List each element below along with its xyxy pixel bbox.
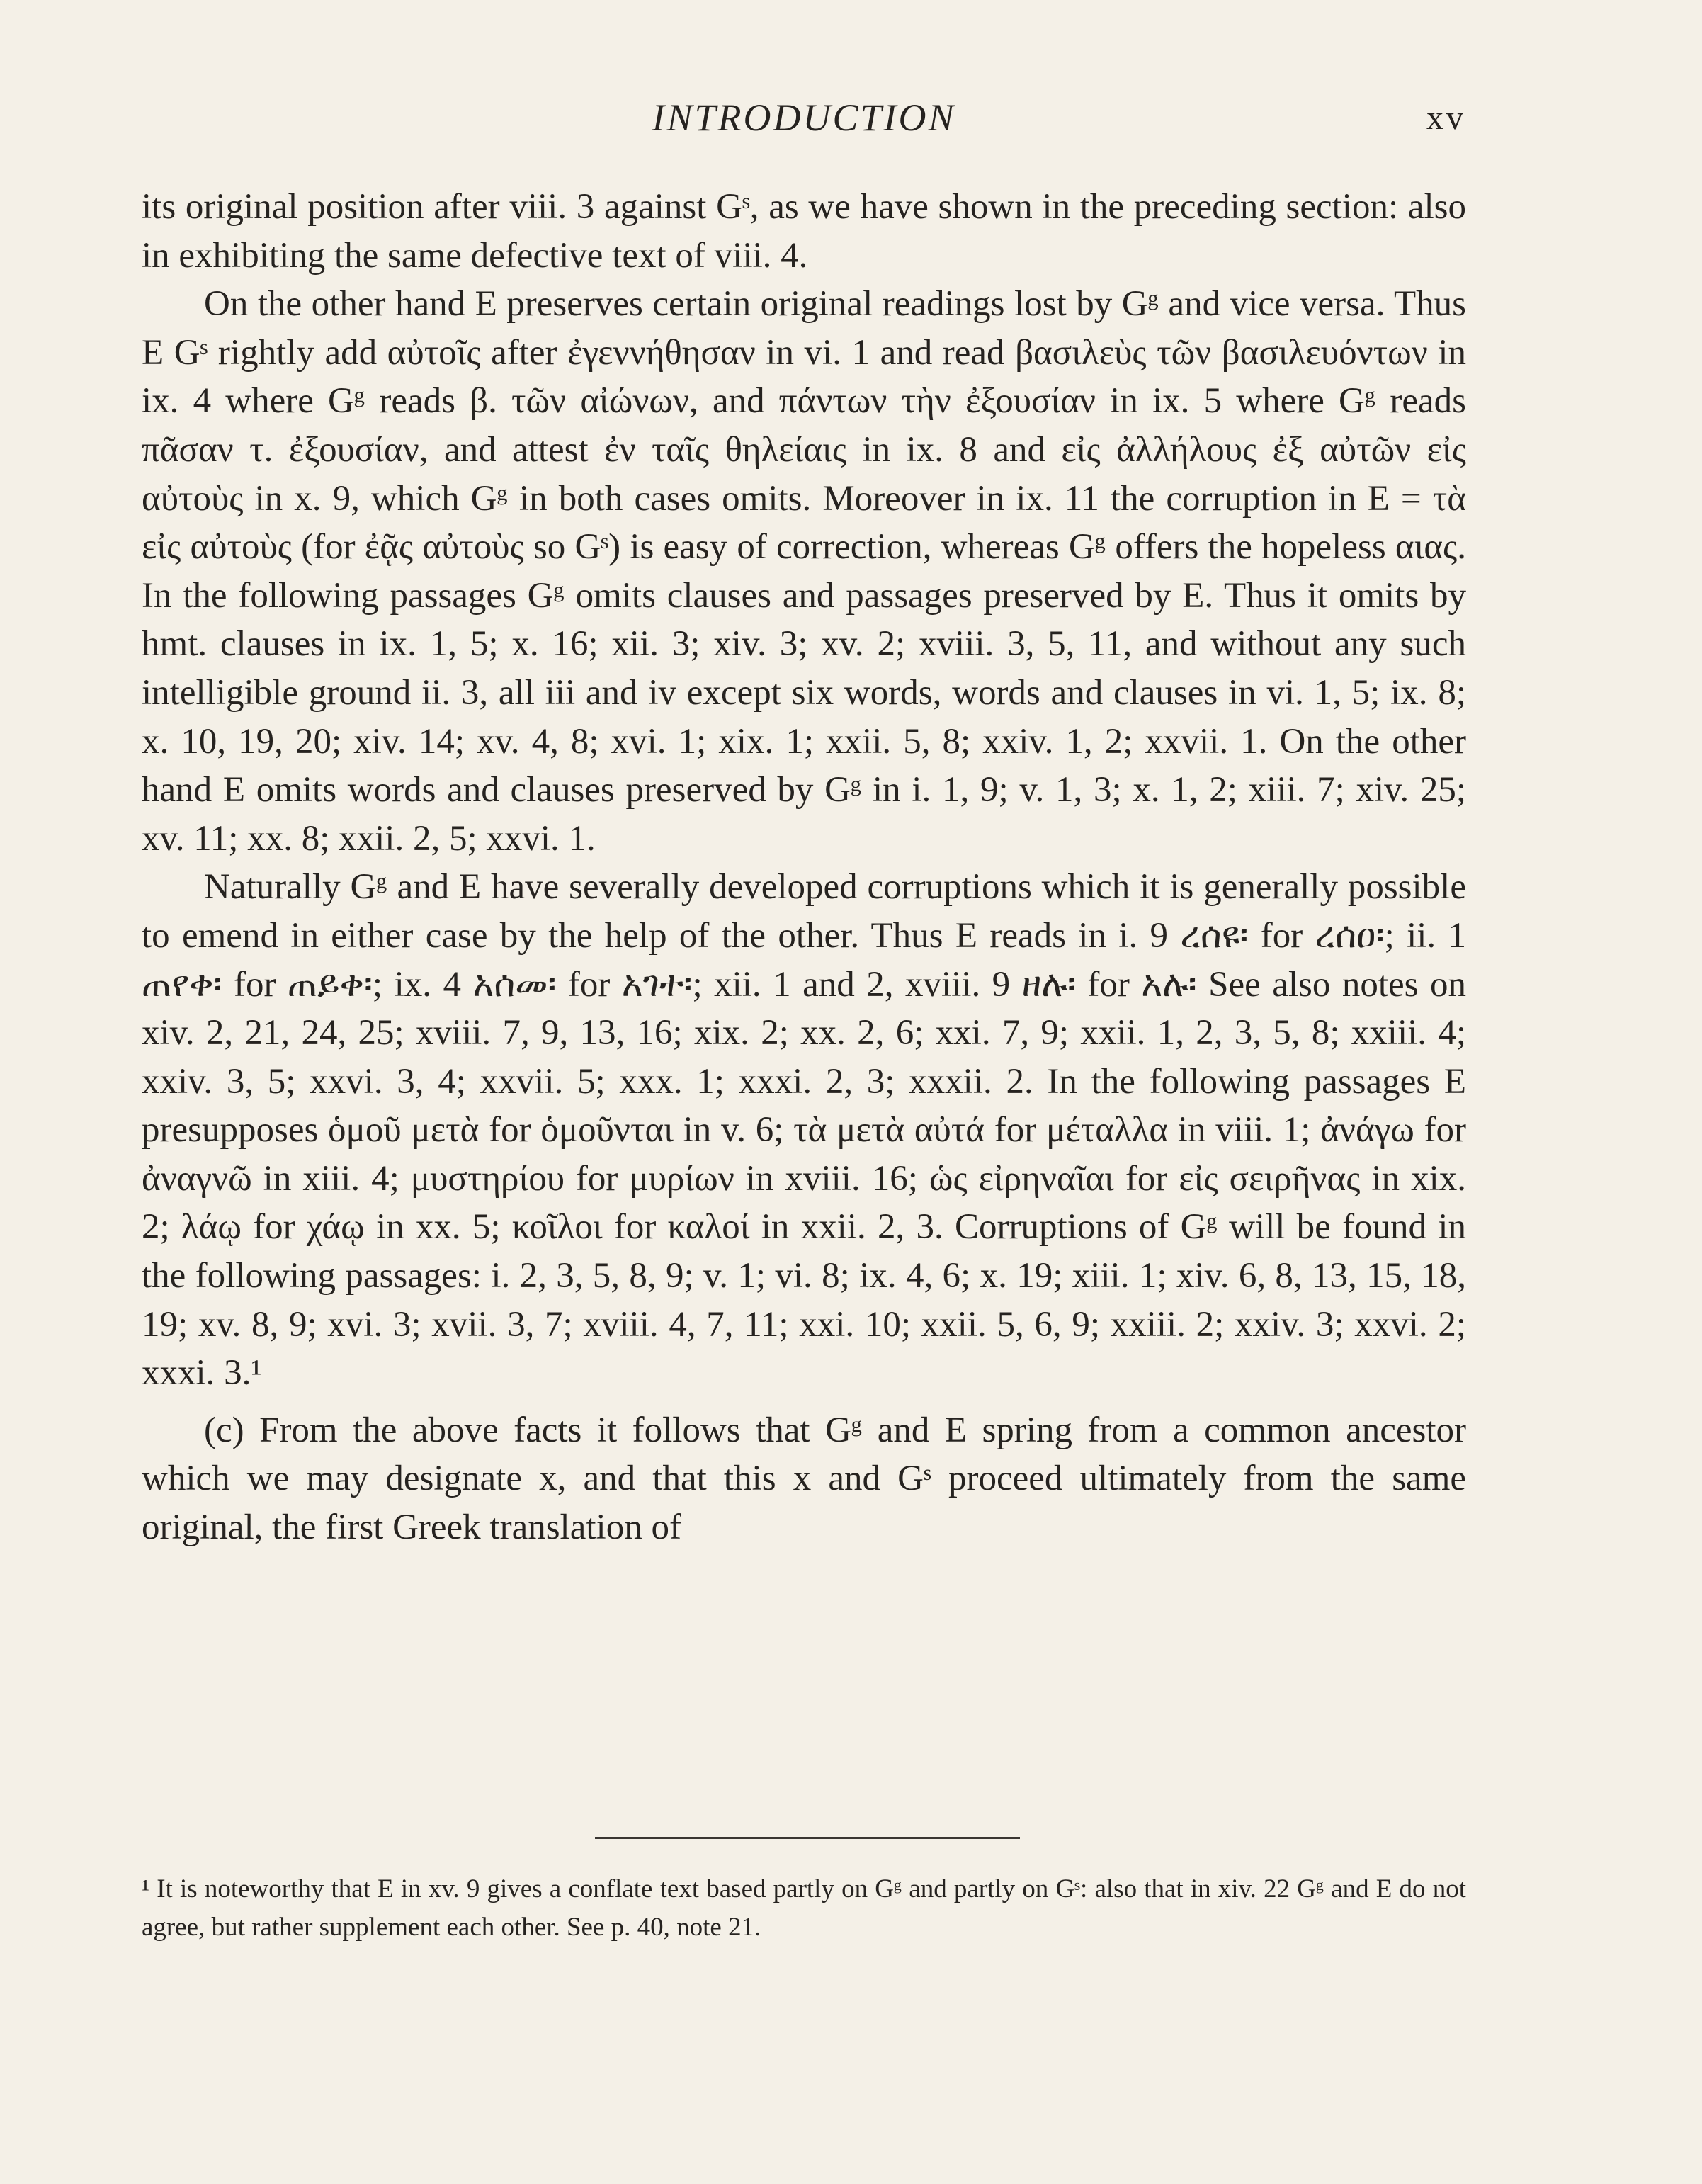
paragraph-2: On the other hand E preserves certain original readings lost by Gᵍ and vice versa. Thus E Gˢ rightly add αὐτοῖς after ἐγεννήθησαν in vi. 1 and read βασιλεὺς τῶν βασιλευόντων in ix. 4 where Gᵍ reads β. τῶν αἰώνων, and πάντων τὴν ἐξουσίαν in ix. 5 where Gᵍ reads πᾶσαν τ. ἐξουσίαν, and attest ἐν ταῖς θηλείαις in ix. 8 and εἰς ἀλλήλους ἐξ αὐτῶν εἰς αὐτοὺς in x. 9, which Gᵍ in both cases omits. Moreover in ix. 11 the corruption in E = τὰ εἰς αὐτοὺς (for ἐᾷς αὐτοὺς so Gˢ) is easy of correction, whereas Gᵍ offers the hopeless αιας. In the following passages Gᵍ omits clauses and passages preserved by E. Thus it omits by hmt. clauses in ix. 1, 5; x. 16; xii. 3; xiv. 3; xv. 2; xviii. 3, 5, 11, and without any such intelligible ground ii. 3, all iii and iv except six words, words and clauses in vi. 1, 5; ix. 8; x. 10, 19, 20; xiv. 14; xv. 4, 8; xvi. 1; xix. 1; xxii. 5, 8; xxiv. 1, 2; xxvii. 1. On the other hand E omits words and clauses preserved by Gᵍ in i. 1, 9; v. 1, 3; x. 1, 2; xiii. 7; xiv. 25; xv. 11; xx. 8; xxii. 2, 5; xxvi. 1. [142,284,1466,859]
paragraph-1: its original position after viii. 3 against Gˢ, as we have shown in the preceding section: also in exhibiting the same defective text of viii. 4. [142,187,1466,276]
footnote-divider [595,1837,1020,1839]
body-text [142,183,1466,1552]
paragraph-3: Naturally Gᵍ and E have severally developed corruptions which it is generally possible to emend in either case by the help of the other. Thus E reads in i. 9 ረሰዩ፡ for ረሰዐ፡; ii. 1 ጠየቀ፡ for ጠይቀ፡; ix. 4 አሰመ፡ for አገተ፡; xii. 1 and 2, xviii. 9 ዘሉ፡ for አሉ፡ See also notes on xiv. 2, 21, 24, 25; xviii. 7, 9, 13, 16; xix. 2; xx. 2, 6; xxi. 7, 9; xxii. 1, 2, 3, 5, 8; xxiii. 4; xxiv. 3, 5; xxvi. 3, 4; xxvii. 5; xxx. 1; xxxi. 2, 3; xxxii. 2. In the following passages E presupposes ὁμοῦ μετὰ for ὁμοῦνται in v. 6; τὰ μετὰ αὐτά for μέταλλα in viii. 1; ἀνάγω for ἀναγνῶ in xiii. 4; μυστηρίου for μυρίων in xviii. 16; ὡς εἰρηναῖαι for εἰς σειρῆνας in xix. 2; λάῳ for χάῳ in xx. 5; κοῖλοι for καλοί in xxii. 2, 3. Corruptions of Gᵍ will be found in the following passages: i. 2, 3, 5, 8, 9; v. 1; vi. 8; ix. 4, 6; x. 19; xiii. 1; xiv. 6, 8, 13, 15, 18, 19; xv. 8, 9; xvi. 3; xvii. 3, 7; xviii. 4, 7, 11; xxi. 10; xxii. 5, 6, 9; xxiii. 2; xxiv. 3; xxvi. 2; xxxi. 3.¹ [142,867,1466,1393]
paragraph-4: (c) From the above facts it follows that Gᵍ and E spring from a common ancestor which we may designate x, and that this x and Gˢ proceed ultimately from the same original, the first Greek translation of [142,1410,1466,1548]
running-title: INTRODUCTION [652,96,956,139]
footnote [142,1870,1466,1947]
page-number: xv [1426,99,1466,137]
page-header [142,96,1466,145]
footnote-text: ¹ It is noteworthy that E in xv. 9 gives a conflate text based partly on Gᵍ and partly on Gˢ: also that in xiv. 22 Gᵍ and E do not agree, but rather supplement each other. See p. 40, note 21. [142,1874,1466,1942]
